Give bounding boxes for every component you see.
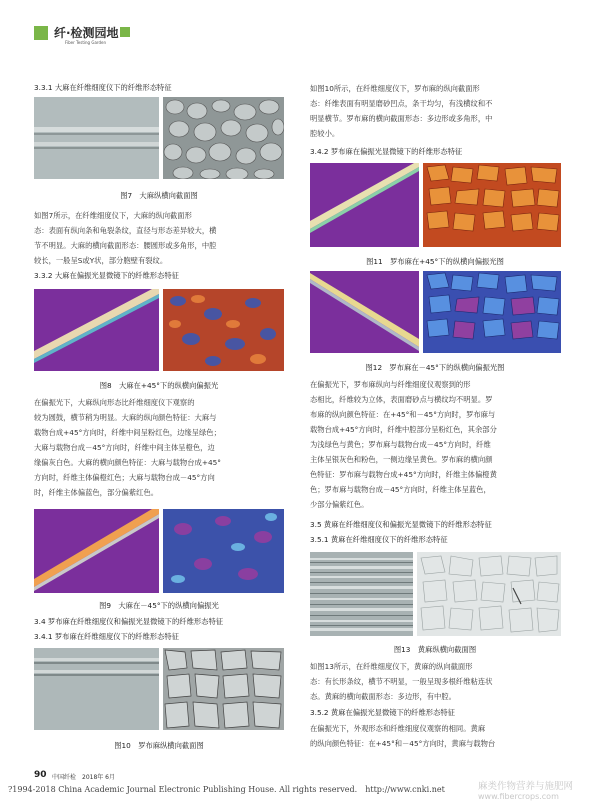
paragraph-line: 较为圆鼓，横节稍为明显。大麻的纵向颜色特征：大麻与 — [34, 413, 217, 422]
paragraph-line: 节不明显。大麻的横向截面形态：腰圆形或多角形，中腔 — [34, 241, 217, 250]
figure-11-caption: 图11 罗布麻在+45°下的纵横向偏振光图 — [366, 257, 504, 266]
figure-11-polarized-longitudinal-image — [310, 163, 419, 247]
copyright-notice: ?1994-2018 China Academic Journal Electronic Publishing House. All rights reserved. http://www.cnki.net — [8, 785, 445, 794]
paragraph-line: 方向时，纤维主体偏橙红色；大麻与载物台成－45°方向 — [34, 473, 215, 482]
paragraph-line: 明显横节。罗布麻的横向截面形态：多边形或多角形，中 — [310, 114, 493, 123]
paragraph-line: 载物台成+45°方向时，纤维中间呈粉红色，边缘呈绿色； — [34, 428, 221, 437]
header-title: 纤·检测园地 — [54, 26, 119, 40]
figure-12-polarized-longitudinal-image — [310, 271, 419, 353]
heading-3-4-1: 3.4.1 罗布麻在纤维细度仪下的纤维形态特征 — [34, 632, 179, 641]
paragraph-line: 态。黄麻的横向截面形态：多边形，有中腔。 — [310, 692, 456, 701]
heading-3-3-1: 3.3.1 大麻在纤维细度仪下的纤维形态特征 — [34, 83, 172, 92]
watermark-text: 麻类作物营养与施肥网 — [478, 781, 574, 792]
figure-12-polarized-cross-section-image — [423, 271, 561, 353]
paragraph-line: 在偏振光下，罗布麻纵向与纤维细度仪观察到的形 — [310, 380, 471, 389]
paragraph-line: 色；罗布麻与载物台成－45°方向时，纤维主体呈蓝色， — [310, 485, 491, 494]
heading-3-5-2: 3.5.2 黄麻在偏振光显微镜下的纤维形态特征 — [310, 708, 455, 717]
paragraph-line: 载物台成+45°方向时，纤维中腔部分呈粉红色，其余部分 — [310, 425, 497, 434]
paragraph-line: 态：有长形条纹，横节不明显，一般呈现多根纤维粘连状 — [310, 677, 493, 686]
page-number: 90 — [34, 770, 47, 780]
paragraph-line: 在偏振光下，大麻纵向形态比纤维细度仪下观察的 — [34, 398, 195, 407]
heading-3-5: 3.5 黄麻在纤维细度仪和偏振光显微镜下的纤维形态特征 — [310, 520, 492, 529]
paragraph-line: 态相比，纤维较为立体，表面磨砂点与横纹均不明显。罗 — [310, 395, 493, 404]
figure-11-polarized-cross-section-image — [423, 163, 561, 247]
paragraph-line: 为浅绿色与黄色；罗布麻与载物台成－45°方向时，纤维 — [310, 440, 491, 449]
header-accent-box — [120, 27, 130, 37]
figure-9-polarized-cross-section-image — [163, 509, 284, 593]
figure-8-polarized-cross-section-image — [163, 289, 284, 371]
heading-3-4: 3.4 罗布麻在纤维细度仪和偏振光显微镜下的纤维形态特征 — [34, 617, 224, 626]
figure-7-caption: 图7 大麻纵横向截面图 — [120, 191, 198, 200]
paragraph-line: 较长，一般呈S或Y状，部分胞壁有裂纹。 — [34, 256, 168, 265]
watermark-url: www.fibercrops.com — [478, 792, 559, 801]
heading-3-3-2: 3.3.2 大麻在偏振光显微镜下的纤维形态特征 — [34, 271, 179, 280]
figure-7-longitudinal-image — [34, 97, 159, 179]
figure-13-longitudinal-image — [310, 552, 413, 636]
heading-3-5-1: 3.5.1 黄麻在纤维细度仪下的纤维形态特征 — [310, 535, 448, 544]
paragraph-line: 时，纤维主体偏蓝色，部分偏紫红色。 — [34, 488, 159, 497]
paragraph-line: 少部分偏紫红色。 — [310, 500, 369, 509]
paragraph-line: 在偏振光下，外观形态和纤维细度仪观察的相同。黄麻 — [310, 724, 486, 733]
page-footer — [0, 764, 595, 808]
paragraph-line: 如图7所示，在纤维细度仪下，大麻的纵向截面形 — [34, 211, 192, 220]
paragraph-line: 色特征：罗布麻与载物台成+45°方向时，纤维主体偏橙黄 — [310, 470, 497, 479]
paragraph-line: 态：纤维表面有明显磨砂凹点，条干均匀，有浅横纹和不 — [310, 99, 493, 108]
figure-10-cross-section-image — [163, 648, 284, 730]
figure-9-polarized-longitudinal-image — [34, 509, 159, 593]
figure-10-longitudinal-image — [34, 648, 159, 730]
figure-13-cross-section-image — [417, 552, 561, 636]
paragraph-line: 如图13所示，在纤维细度仪下，黄麻的纵向截面形 — [310, 662, 473, 671]
paragraph-line: 腔较小。 — [310, 129, 340, 138]
paragraph-line: 大麻与载物台成－45°方向时，纤维中间主体呈橙色，边 — [34, 443, 215, 452]
heading-3-4-2: 3.4.2 罗布麻在偏振光显微镜下的纤维形态特征 — [310, 147, 463, 156]
paragraph-line: 态：表面有纵向条和龟裂条纹，直径与形态差异较大，横 — [34, 226, 217, 235]
header-subtitle: Fiber Testing Garden — [65, 40, 107, 45]
figure-9-caption: 图9 大麻在－45°下的纵横向偏振光 — [99, 601, 219, 610]
journal-source: 中国纤检 2018年 6月 — [52, 774, 115, 781]
figure-8-polarized-longitudinal-image — [34, 289, 159, 371]
figure-12-caption: 图12 罗布麻在－45°下的纵横向偏振光图 — [365, 363, 505, 372]
paragraph-line: 缘偏灰白色。大麻的横向颜色特征：大麻与载物台成+45° — [34, 458, 221, 467]
paragraph-line: 的纵向颜色特征：在+45°和－45°方向时，黄麻与载物台 — [310, 739, 496, 748]
figure-8-caption: 图8 大麻在+45°下的纵横向偏振光 — [99, 381, 219, 390]
figure-10-caption: 图10 罗布麻纵横向截面图 — [114, 741, 204, 750]
figure-13-caption: 图13 黄麻纵横向截面图 — [393, 645, 477, 654]
paragraph-line: 布麻的纵向颜色特征：在+45°和－45°方向时，罗布麻与 — [310, 410, 496, 419]
figure-7-cross-section-image — [163, 97, 284, 179]
section-icon — [34, 26, 48, 40]
paragraph-line: 主体呈银灰色和粉色，一侧边缘呈黄色。罗布麻的横向颜 — [310, 455, 493, 464]
paragraph-line: 如图10所示，在纤维细度仪下，罗布麻的纵向截面形 — [310, 84, 480, 93]
